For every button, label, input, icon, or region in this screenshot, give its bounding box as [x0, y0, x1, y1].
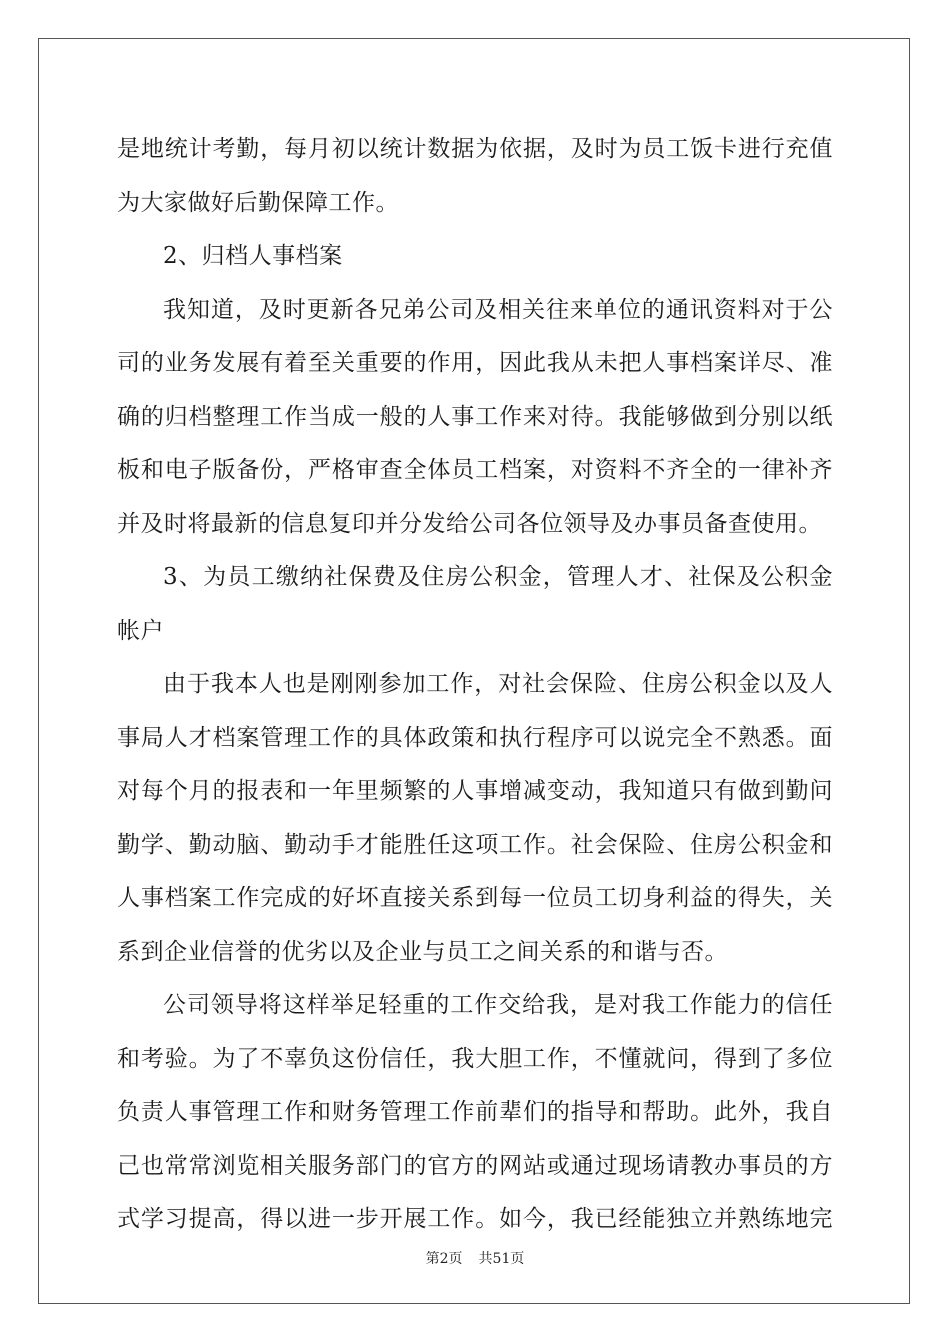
- text-line: 负责人事管理工作和财务管理工作前辈们的指导和帮助。此外，我自: [117, 1099, 833, 1125]
- document-body: [117, 123, 833, 1247]
- page-number: 第2页: [425, 1251, 463, 1267]
- text-line: 我知道，及时更新各兄弟公司及相关往来单位的通讯资料对于公: [163, 296, 833, 323]
- text-line: 己也常常浏览相关服务部门的官方的网站或通过现场请教办事员的方: [117, 1152, 833, 1179]
- page-footer: [0, 1248, 950, 1268]
- text-line: 确的归档整理工作当成一般的人事工作来对待。我能够做到分别以纸: [117, 403, 833, 430]
- page-total: 共51页: [478, 1251, 525, 1267]
- text-line: 为大家做好后勤保障工作。: [117, 189, 399, 216]
- text-line: 和考验。为了不辜负这份信任，我大胆工作，不懂就问，得到了多位: [117, 1045, 833, 1072]
- section-heading: 3、为员工缴纳社保费及住房公积金，管理人才、社保及公积金: [163, 564, 833, 590]
- text-line: 司的业务发展有着至关重要的作用，因此我从未把人事档案详尽、准: [117, 350, 833, 376]
- text-line: 勤学、勤动脑、勤动手才能胜任这项工作。社会保险、住房公积金和: [117, 831, 833, 858]
- text-line: 并及时将最新的信息复印并分发给公司各位领导及办事员备查使用。: [117, 510, 822, 537]
- text-line: 是地统计考勤，每月初以统计数据为依据，及时为员工饭卡进行充值: [117, 136, 833, 162]
- text-line: 由于我本人也是刚刚参加工作，对社会保险、住房公积金以及人: [163, 671, 833, 697]
- text-line: 板和电子版备份，严格审查全体员工档案，对资料不齐全的一律补齐: [117, 457, 833, 483]
- text-line: 事局人才档案管理工作的具体政策和执行程序可以说完全不熟悉。面: [117, 724, 833, 751]
- text-line: 人事档案工作完成的好坏直接关系到每一位员工切身利益的得失，关: [117, 885, 833, 911]
- section-heading: 2、归档人事档案: [163, 243, 343, 269]
- text-line: 对每个月的报表和一年里频繁的人事增减变动，我知道只有做到勤问: [117, 778, 833, 804]
- text-line: 式学习提高，得以进一步开展工作。如今，我已经能独立并熟练地完: [117, 1206, 833, 1232]
- section-heading: 帐户: [117, 617, 164, 644]
- text-line: 公司领导将这样举足轻重的工作交给我，是对我工作能力的信任: [163, 992, 833, 1018]
- text-line: 系到企业信誉的优劣以及企业与员工之间关系的和谐与否。: [117, 938, 728, 965]
